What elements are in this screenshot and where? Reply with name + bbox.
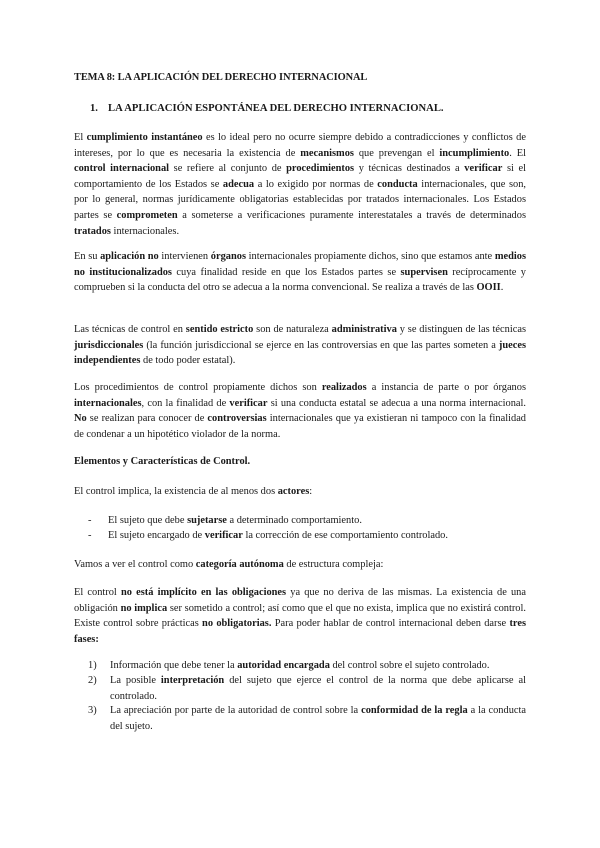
text: ya que no deriva de las mismas. La existencia de una obligación xyxy=(74,587,526,614)
bold-text: tres fases: xyxy=(74,618,526,645)
text: El sujeto que debe xyxy=(108,515,188,526)
bold-text: adecua xyxy=(222,178,255,190)
bullet-item xyxy=(88,513,528,529)
bold-text: conducta xyxy=(377,178,418,190)
text: a determinado comportamiento. xyxy=(226,515,362,526)
text: El xyxy=(74,132,87,143)
text: se realizan para conocer de xyxy=(86,413,208,425)
bold-text: no está implícito en las obligaciones xyxy=(120,587,287,598)
paragraph-7 xyxy=(74,585,526,647)
item-text xyxy=(110,658,526,674)
text: si una conducta estatal se adecua a una norma internacional. xyxy=(267,397,526,409)
bold-text: internacionales xyxy=(74,397,142,409)
text: y técnicas destinados a xyxy=(354,163,465,175)
text: del sujeto que ejerce el control de la norma que debe aplicarse al controlado. xyxy=(110,675,526,702)
bold-text: medios no institucionalizados xyxy=(74,251,526,278)
bold-text: actores xyxy=(277,486,310,497)
bold-text: sentido estricto xyxy=(185,324,254,335)
text: internacionales. xyxy=(110,225,180,237)
text: a la conducta del sujeto. xyxy=(110,705,526,732)
bold-text: administrativa xyxy=(331,324,397,335)
bold-text: incumplimiento xyxy=(439,147,510,159)
text: la corrección de ese comportamiento controlado. xyxy=(242,530,448,541)
text: . xyxy=(500,282,504,294)
section-title: LA APLICACIÓN ESPONTÁNEA DEL DERECHO INTERNACIONAL. xyxy=(108,103,444,114)
text: Para poder hablar de control internacional deben darse xyxy=(271,618,510,630)
text: En su xyxy=(74,251,101,262)
paragraph-2 xyxy=(74,249,526,296)
bold-text: no implica xyxy=(120,602,168,614)
bold-text: mecanismos xyxy=(300,147,354,159)
text: internacionales, que son, por lo general, normas jurídicamente obligatorias establecidas por tratados internacionales. Los Estados partes se xyxy=(74,178,526,221)
numbered-item xyxy=(88,658,528,674)
bold-text: OOII xyxy=(476,282,501,294)
bold-text: órganos xyxy=(210,251,246,262)
bold-text: categoría autónoma xyxy=(195,559,284,570)
text: cuya finalidad reside en que los Estados partes se xyxy=(171,266,401,278)
text: El sujeto encargado de xyxy=(108,530,205,541)
document-title: TEMA 8: LA APLICACIÓN DEL DERECHO INTERNACIONAL xyxy=(74,72,368,83)
section-heading xyxy=(90,101,444,117)
bold-text: cumplimiento instantáneo xyxy=(86,132,203,143)
bold-text: verificar xyxy=(204,530,243,541)
text: Vamos a ver el control como xyxy=(74,559,196,570)
text: intervienen xyxy=(158,251,211,262)
numbered-item xyxy=(88,673,528,705)
text: ser sometido a control; así como que el que no exista, implica que no existirá control. Existe control sobre prácticas xyxy=(74,602,526,630)
bold-text: No xyxy=(74,413,87,425)
text: : xyxy=(309,486,313,497)
text: y se distinguen de las técnicas xyxy=(396,324,526,335)
text: (la función jurisdiccional se ejerce en las controversias en que las partes someten a xyxy=(143,339,499,351)
bold-text: tratados xyxy=(74,225,111,237)
bullet-item xyxy=(88,528,528,544)
text: internacionales propiamente dichos, sino que estamos ante xyxy=(245,251,495,262)
bold-text: jueces independientes xyxy=(74,339,526,367)
bold-text: controversias xyxy=(207,413,267,425)
text: . El xyxy=(509,147,526,159)
bold-text: control internacional xyxy=(74,163,170,175)
text: , con la finalidad de xyxy=(141,397,230,409)
bold-text: procedimientos xyxy=(286,163,355,175)
item-number: 3) xyxy=(88,705,97,716)
paragraph-1 xyxy=(74,130,526,239)
text: de estructura compleja: xyxy=(283,559,384,570)
bold-text: conformidad de la regla xyxy=(361,705,468,716)
text: Información que debe tener la xyxy=(110,660,238,671)
bullet-dash: - xyxy=(88,530,92,541)
numbered-item xyxy=(88,703,528,735)
bold-text: interpretación xyxy=(160,675,225,686)
text: se refiere al conjunto de xyxy=(169,163,287,175)
paragraph-4 xyxy=(74,380,526,442)
bold-text: aplicación no xyxy=(100,251,159,262)
bold-text: autoridad encargada xyxy=(237,660,330,671)
text: El control xyxy=(74,587,121,598)
text: a instancia de parte o por órganos xyxy=(366,382,526,393)
text: La apreciación por parte de la autoridad de control sobre la xyxy=(110,705,362,716)
bold-text: verificar xyxy=(229,397,268,409)
paragraph-3 xyxy=(74,322,526,369)
item-number: 1) xyxy=(88,660,97,671)
text: recíprocamente y comprueben si la conducta del otro se adecua a la norma convencional. Se realiza a través de las xyxy=(74,266,526,294)
item-text xyxy=(110,703,526,734)
text: a someterse a verificaciones puramente interestatales a través de determinados xyxy=(177,209,526,221)
bullet-dash: - xyxy=(88,515,92,526)
text: de todo poder estatal). xyxy=(140,355,236,367)
paragraph-5 xyxy=(74,484,526,500)
bold-text: realizados xyxy=(321,382,367,393)
text: Las técnicas de control en xyxy=(74,324,186,335)
text: es lo ideal pero no ocurre siempre debido a contradicciones y conflictos de intereses, por lo que es necesaria la existencia de xyxy=(74,132,526,159)
bold-text: supervisen xyxy=(400,266,448,278)
subsection-heading: Elementos y Características de Control. xyxy=(74,456,251,467)
bold-text: comprometen xyxy=(116,209,178,221)
item-text xyxy=(110,673,526,704)
text: del control sobre el sujeto controlado. xyxy=(329,660,490,671)
text: internacionales que ya existieran ni tampoco con la finalidad de condenar a un hipotético violador de la norma. xyxy=(74,413,526,440)
text: La posible xyxy=(110,675,161,686)
bold-text: verificar xyxy=(464,163,503,175)
text: que prevengan el xyxy=(353,147,440,159)
paragraph-6 xyxy=(74,557,526,573)
text: El control implica, la existencia de al menos dos xyxy=(74,486,278,497)
text: si el comportamiento de los Estados se xyxy=(74,163,527,190)
text: a lo exigido por normas de xyxy=(254,178,378,190)
section-number: 1. xyxy=(90,103,98,114)
text: Los procedimientos de control propiamente dichos son xyxy=(74,382,322,393)
bold-text: sujetarse xyxy=(187,515,227,526)
bold-text: no obligatorias. xyxy=(202,618,272,630)
item-number: 2) xyxy=(88,675,97,686)
bold-text: jurisdiccionales xyxy=(74,339,144,351)
text: son de naturaleza xyxy=(253,324,332,335)
